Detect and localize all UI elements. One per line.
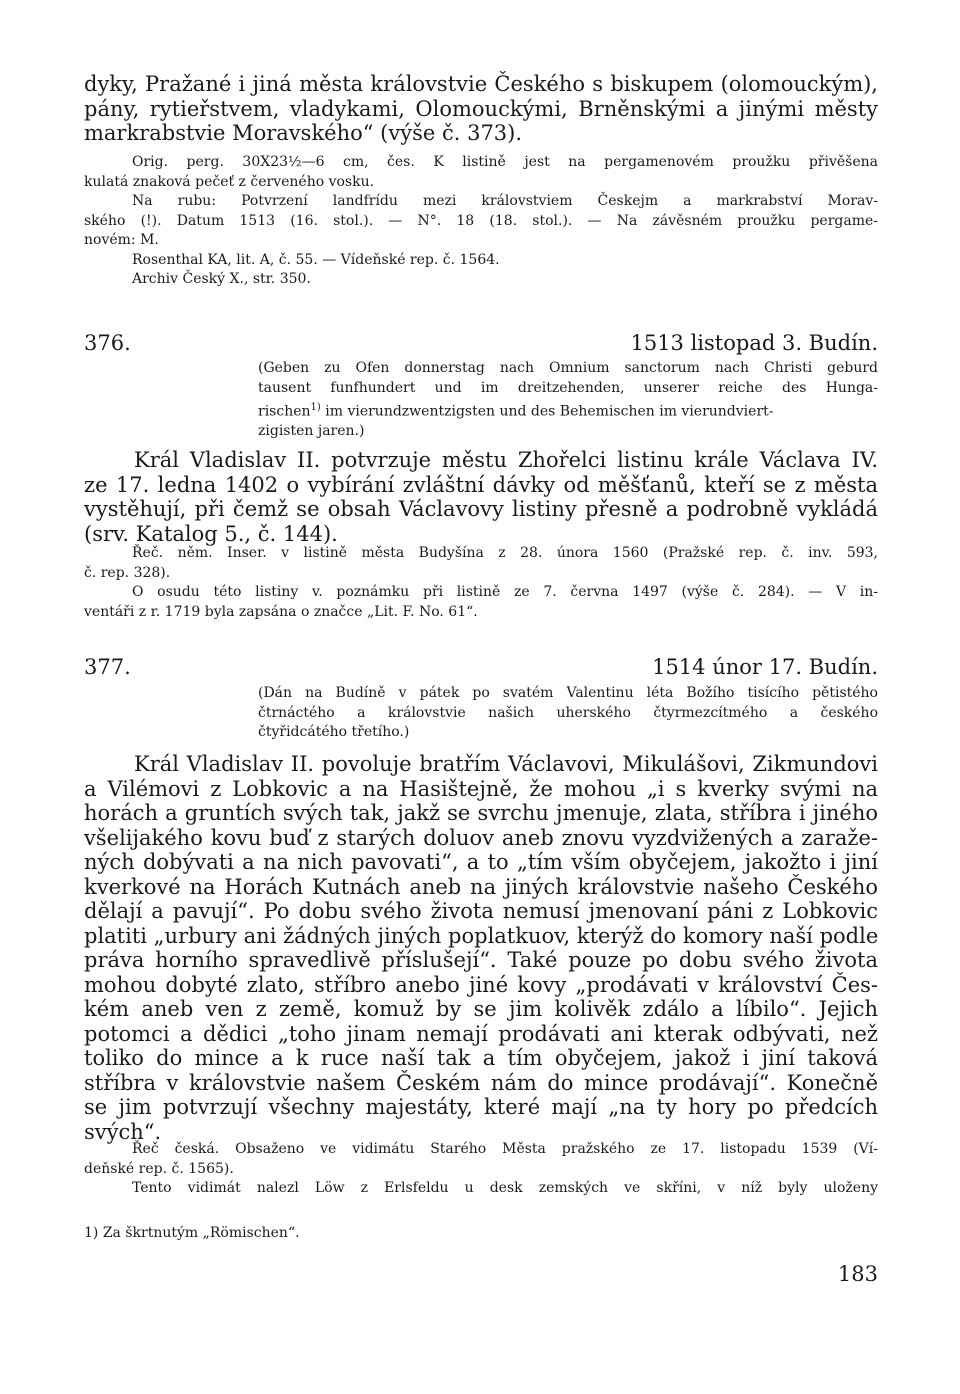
entry-377-text	[84, 752, 878, 1144]
text-line: potomci a dědici „toho jinam nemají prodávati ani kterak odbývati, než	[84, 1021, 878, 1046]
text-line: markrabstvie Moravského“ (výše č. 373).	[84, 121, 523, 145]
text-line: toliko do mince a k ruce naší tak a tím obyčejem, jakož i jiní taková	[84, 1046, 878, 1070]
entry-date: 1513 listopad 3. Budín.	[630, 331, 878, 355]
regest-line: tausent funfhundert und im dreitzehenden, unserer reiche des Hunga-	[258, 379, 878, 396]
regest-line: (Geben zu Ofen donnerstag nach Omnium sanctorum nach Christi geburd	[258, 360, 878, 376]
entry-376-regest	[258, 359, 878, 442]
note-line: ventáři z r. 1719 byla zapsána o značce „Lit. F. No. 61“.	[84, 603, 478, 620]
note-line: Řeč. něm. Inser. v listině města Budyšína z 28. února 1560 (Pražské rep. č. inv. 593,	[132, 545, 878, 561]
footnote-ref: 1)	[310, 402, 321, 413]
note-line: Tento vidimát nalezl Löw z Erlsfeldu u desk zemských ve skříni, v níž byly uloženy	[132, 1180, 878, 1196]
entry-376-text	[84, 448, 878, 546]
entry-377-header	[84, 655, 878, 681]
note-line: Řeč česká. Obsaženo ve vidimátu Starého Města pražského ze 17. listopadu 1539 (Ví-	[132, 1141, 878, 1157]
text-line: Král Vladislav II. povoluje bratřím Václavovi, Mikulášovi, Zikmundovi	[134, 752, 878, 776]
text-line: platiti „urbury ani žádných jiných poplatkuov, kterýž do komory naší podle	[84, 923, 879, 948]
note-line: Archiv Český X., str. 350.	[132, 271, 311, 287]
regest-line: (Dán na Budíně v pátek po svatém Valentinu léta Božího tisícího pětistého	[258, 685, 878, 701]
entry-377-regest	[258, 684, 878, 743]
entry-date: 1514 únor 17. Budín.	[652, 655, 878, 679]
text-line: ných dobývati a na nich pavovati“, a to „tím vším obyčejem, jakožto i jiní	[84, 850, 878, 874]
regest-segment: im vierundzwentzigsten und des Behemischen im vierundviert-	[325, 403, 774, 420]
entry-377-notes	[84, 1140, 878, 1199]
note-line: novém: M.	[84, 232, 159, 248]
text-line: (srv. Katalog 5., č. 144).	[84, 521, 338, 546]
entry-376-notes	[84, 544, 878, 622]
regest-line: čtyřidcátého třetího.)	[258, 724, 410, 740]
text-line: stříbra v královstvie našem Českém nám do mince prodávají“. Konečně	[84, 1070, 878, 1095]
text-line: a Vilémovi z Lobkovic a na Hasištejně, že mohou „i s kverky svými na	[84, 776, 878, 801]
entry-number: 376.	[84, 331, 131, 355]
text-line: vystěhují, při čemž se obsah Václavovy listiny přesně a podrobně vykládá	[84, 497, 878, 521]
entry-number: 377.	[84, 655, 131, 679]
note-line: O osudu této listiny v. poznámku při listině ze 7. června 1497 (výše č. 284). — V in-	[132, 584, 878, 600]
text-line: dyky, Pražané i jiná města královstvie Českého s biskupem (olomouckým),	[84, 72, 878, 96]
note-line: kulatá znaková pečeť z červeného vosku.	[84, 173, 375, 190]
note-line: č. rep. 328).	[84, 564, 171, 581]
page-number: 183	[837, 1262, 878, 1286]
footnote-text: Za škrtnutým „Römischen“.	[102, 1225, 300, 1241]
text-line: pány, rytieřstvem, vladykami, Olomouckými, Brněnskými a jinými městy	[84, 96, 878, 121]
archival-notes-top	[84, 153, 878, 290]
text-line: mohou dobyté zlato, stříbro anebo jiné kovy „prodávati v království Čes-	[84, 972, 878, 997]
note-line: ského (!). Datum 1513 (16. stol.). — N°. 18 (18. stol.). — Na závěsném proužku pergame-	[84, 212, 878, 229]
text-line: svých“.	[84, 1119, 162, 1144]
regest-line: zigisten jaren.)	[258, 423, 365, 440]
text-line: kverkové na Horách Kutnách aneb na jiných královstvie našeho Českého	[84, 874, 878, 899]
note-line: deňské rep. č. 1565).	[84, 1160, 234, 1177]
continuation-text	[84, 72, 878, 146]
note-line: Orig. perg. 30X23½—6 cm, čes. K listině jest na pergamenovém proužku přivěšena	[132, 154, 878, 170]
footnote-mark: 1)	[84, 1225, 99, 1241]
regest-line: čtrnáctého a královstvie našich uherského čtyrmezcítmého a českého	[258, 704, 878, 721]
text-line: horách a gruntích svých tak, jakž se svrchu jmenuje, zlata, stříbra i jiného	[84, 801, 878, 825]
text-line: Král Vladislav II. potvrzuje městu Zhořelci listinu krále Václava IV.	[134, 448, 878, 472]
text-line: kém aneb ven z země, komuž by se jim kolivěk zdálo a líbilo“. Jejich	[84, 997, 878, 1021]
regest-line	[258, 398, 878, 422]
footnote-line	[84, 1224, 878, 1244]
text-line: všelijakého kovu buď z starých doluov aneb znovu vyzdvižených a zaraže-	[84, 825, 878, 850]
footnote	[84, 1224, 878, 1244]
note-line: Na rubu: Potvrzení landfrídu mezi královstviem Českejm a markrabství Morav-	[132, 193, 878, 209]
note-line: Rosenthal KA, lit. A, č. 55. — Vídeňské rep. č. 1564.	[132, 251, 500, 268]
text-line: ze 17. ledna 1402 o vybírání zvláštní dávky od měšťanů, kteří se z města	[84, 472, 878, 497]
entry-376-header	[84, 331, 878, 357]
text-line: práva horního spravedlivě příslušejí“. Také pouze po dobu svého života	[84, 948, 878, 972]
text-line: se jim potvrzují všechny majestáty, které mají „na ty hory po předcích	[84, 1095, 878, 1119]
text-line: dělají a pavují“. Po dobu svého života nemusí jmenovaní páni z Lobkovic	[84, 899, 878, 923]
regest-segment: rischen	[258, 403, 311, 420]
